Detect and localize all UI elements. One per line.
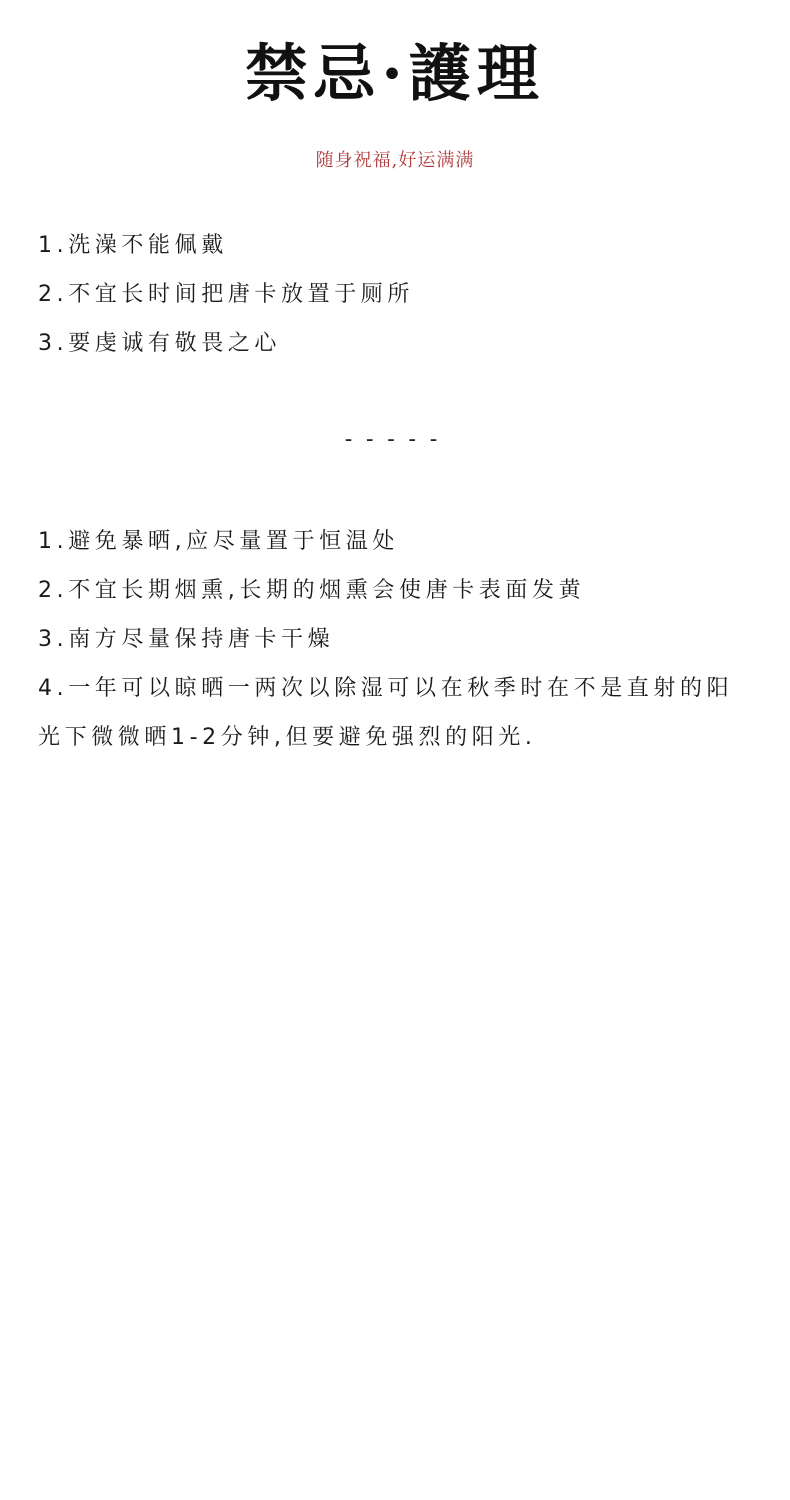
care-list (38, 517, 758, 762)
taboo-item: 2.不宜长时间把唐卡放置于厕所 (38, 282, 414, 307)
care-item: 2.不宜长期烟熏,长期的烟熏会使唐卡表面发黄 (38, 578, 586, 603)
care-item: 1.避免暴晒,应尽量置于恒温处 (38, 529, 399, 554)
taboo-item: 3.要虔诚有敬畏之心 (38, 331, 281, 356)
care-item: 4.一年可以晾晒一两次以除湿可以在秋季时在不是直射的阳光下微微晒1-2分钟,但要避免强烈的阳光. (38, 676, 734, 750)
page-subtitle: 随身祝福,好运满满 (315, 150, 475, 171)
page-title: 禁忌·護理 (245, 37, 545, 110)
taboo-item: 1.洗澡不能佩戴 (38, 233, 228, 258)
care-item: 3.南方尽量保持唐卡干燥 (38, 627, 335, 652)
taboos-list (38, 221, 758, 368)
section-divider: ----- (341, 427, 449, 452)
